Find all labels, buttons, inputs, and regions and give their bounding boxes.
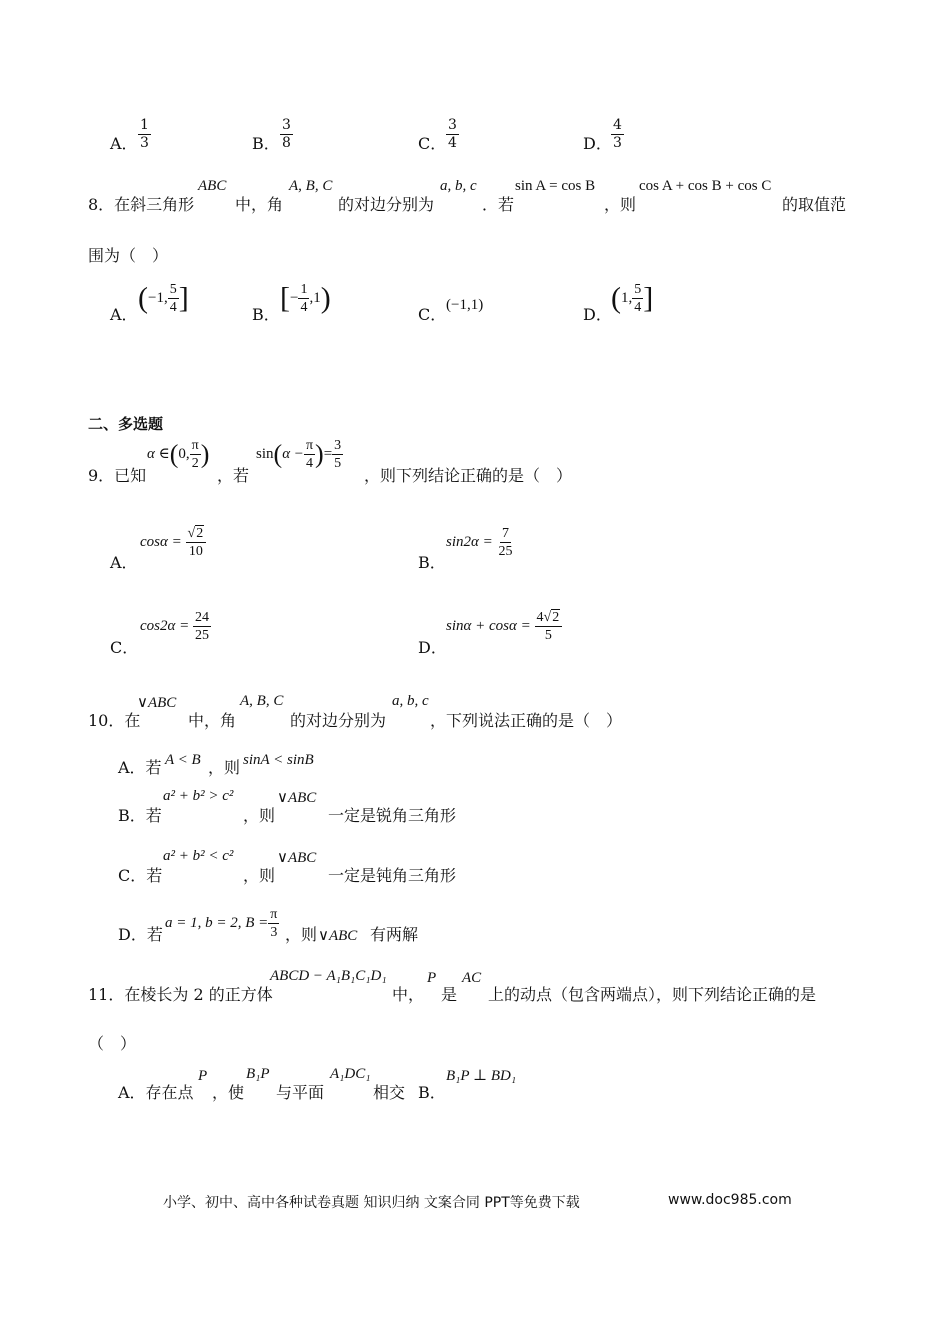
q8-math-angles: A, B, C — [289, 178, 333, 194]
q10-option-c-math-2: ∨ABC — [277, 850, 317, 866]
q9-option-d-label: D． — [418, 638, 447, 657]
q8-option-a-label: A． — [110, 305, 138, 324]
q10-option-b-math-1: a² + b² > c² — [163, 788, 234, 804]
q11-text-3: 是 — [441, 985, 458, 1004]
q11-option-a-math-3: A₁DC₁ — [330, 1066, 371, 1082]
q9-text-2: ，若 — [217, 466, 250, 485]
q11-option-a-math-2: B₁P — [246, 1066, 270, 1082]
q8-text-4: ．若 — [482, 195, 515, 214]
q8-text-7: 围为（ ） — [88, 246, 169, 265]
q8-text-3: 的对边分别为 — [338, 195, 435, 214]
q11-option-b-math: B₁P ⊥ BD₁ — [446, 1068, 517, 1084]
q9-option-a-value: cosα = $\frac{√2}{10}$ — [140, 525, 206, 560]
q10-text-2: 中，角 — [188, 711, 237, 730]
q8-option-d-label: D． — [583, 305, 612, 324]
q9-text-3: ，则下列结论正确的是（ ） — [364, 466, 573, 485]
q10-option-b-math-2: ∨ABC — [277, 790, 317, 806]
q7-option-a-label: A． — [110, 134, 138, 153]
q8-option-b-label: B． — [252, 305, 280, 324]
q8-math-condition: sin A = cos B — [515, 178, 596, 194]
q7-option-d-label: D． — [583, 134, 612, 153]
q10-math-sides: a, b, c — [392, 693, 429, 709]
q7-option-d-value: $\frac{4}{3}$ — [613, 117, 622, 151]
q11-option-a-label: A．存在点 — [118, 1083, 194, 1102]
q8-option-a-value: (−1, $\frac{5}{4}$ ] — [138, 281, 189, 315]
q10-option-d-text: ，则 — [285, 925, 318, 944]
q10-text-4: ，下列说法正确的是（ ） — [430, 711, 623, 730]
q10-option-c-label: C．若 — [118, 866, 163, 885]
q9-option-c-value: cos2α = $\frac{24}{25}$ — [140, 610, 209, 643]
q8-text-6: 的取值范 — [782, 195, 847, 214]
q10-option-c-text: ，则 — [243, 866, 276, 885]
q11-math-cube: ABCD − A₁B₁C₁D₁ — [270, 968, 387, 984]
q8-math-triangle: ABC — [198, 178, 227, 194]
q10-option-d-text-2: 有两解 — [370, 925, 419, 944]
q11-text-4: 上的动点（包含两端点），则下列结论正确的是 — [488, 985, 817, 1004]
q8-math-sides: a, b, c — [440, 178, 477, 194]
q10-text-1: 10．在 — [88, 711, 141, 730]
q10-math-triangle: ∨ABC — [137, 695, 177, 711]
q10-option-c-text-2: 一定是钝角三角形 — [328, 866, 457, 885]
q11-option-a-text-2: 与平面 — [276, 1083, 325, 1102]
q9-option-b-value: sin2α = $\frac{7}{25}$ — [446, 526, 513, 559]
q9-math-condition: sin(α − $\frac{\pi}{4}$ )= $\frac{3}{5}$ — [256, 438, 342, 471]
q8-option-d-value: (1, $\frac{5}{4}$ ] — [611, 281, 654, 315]
q8-text-2: 中，角 — [235, 195, 284, 214]
q8-option-c-label: C． — [418, 305, 447, 324]
q9-text-1: 9．已知 — [88, 466, 147, 485]
q8-text-1: 8．在斜三角形 — [88, 195, 195, 214]
q8-option-b-value: [− $\frac{1}{4}$ ,1) — [280, 281, 331, 315]
q9-option-a-label: A． — [110, 553, 138, 572]
q10-option-d-label: D．若 — [118, 925, 163, 944]
q9-option-d-value: sinα + cosα = $\frac{4√2}{5}$ — [446, 609, 562, 644]
q10-option-d-math-2: ∨ABC — [318, 928, 358, 944]
q9-option-c-label: C． — [110, 638, 139, 657]
q9-option-b-label: B． — [418, 553, 446, 572]
q7-option-b-label: B． — [252, 134, 280, 153]
q8-option-c-value: (−1,1) — [446, 297, 484, 313]
q10-option-a-text: ，则 — [208, 758, 241, 777]
q11-text-5: （ ） — [88, 1034, 137, 1053]
q10-option-d-math-1: a = 1, b = 2, B = $\frac{\pi}{3}$ — [165, 907, 278, 940]
section-title-multiple-choice: 二、多选题 — [88, 415, 164, 433]
q11-option-a-text-1: ，使 — [212, 1083, 245, 1102]
q7-option-a-value: $\frac{1}{3}$ — [140, 117, 149, 151]
q10-option-b-text: ，则 — [243, 806, 276, 825]
q10-option-a-label: A．若 — [118, 758, 162, 777]
footer-left-text: 小学、初中、高中各种试卷真题 知识归纳 文案合同 PPT等免费下载 — [163, 1195, 580, 1211]
q8-text-5: ，则 — [604, 195, 637, 214]
q11-option-b-label: B． — [418, 1083, 446, 1102]
q7-option-c-value: $\frac{3}{4}$ — [448, 117, 457, 151]
q10-option-b-label: B．若 — [118, 806, 162, 825]
q10-option-a-math-1: A < B — [165, 752, 201, 768]
q11-text-2: 中， — [392, 985, 425, 1004]
q10-option-b-text-2: 一定是锐角三角形 — [328, 806, 457, 825]
q8-math-expression: cos A + cos B + cos C — [639, 178, 772, 194]
q11-option-a-text-3: 相交 — [373, 1083, 406, 1102]
q11-text-1: 11．在棱长为 2 的正方体 — [88, 985, 273, 1004]
q11-math-point: P — [427, 970, 437, 986]
footer-link[interactable]: www.doc985.com — [668, 1192, 792, 1208]
q10-math-angles: A, B, C — [240, 693, 284, 709]
q10-option-a-math-2: sinA < sinB — [243, 752, 314, 768]
q10-option-c-math-1: a² + b² < c² — [163, 848, 234, 864]
q9-math-domain: α ∈(0, $\frac{\pi}{2}$ ) — [147, 438, 210, 471]
q7-option-c-label: C． — [418, 134, 447, 153]
q10-text-3: 的对边分别为 — [290, 711, 387, 730]
q7-option-b-value: $\frac{3}{8}$ — [282, 117, 291, 151]
q11-option-a-math-1: P — [198, 1068, 208, 1084]
q11-math-segment: AC — [462, 970, 482, 986]
